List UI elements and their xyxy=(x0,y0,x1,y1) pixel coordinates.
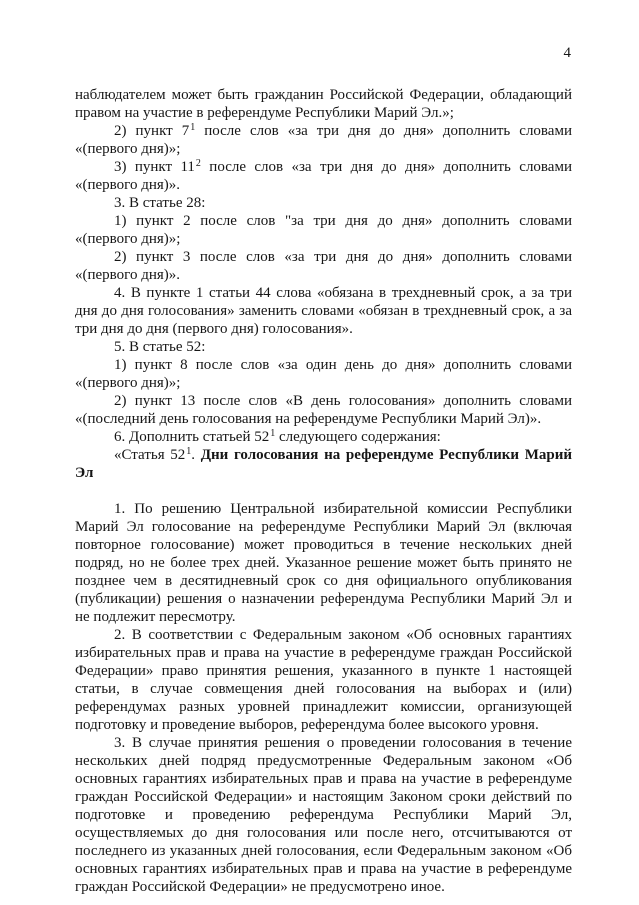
paragraph xyxy=(75,248,572,284)
paragraph xyxy=(75,338,572,356)
paragraph xyxy=(75,734,572,896)
paragraph-text: 2. В соответствии с Федеральным законом «Об основных гарантиях избирательных прав и права на участие в референдуме граждан Российской Федерации» право принятия решения, указанного в пункте 1 настоящей статьи, в случае совмещения дней голосования на выборах и (или) референдумах разных уровней принадлежит комиссии, организующей подготовку и проведение выборов, референдума более высокого уровня. xyxy=(75,627,572,733)
paragraph-text: следующего содержания: xyxy=(275,429,441,445)
paragraph-gap xyxy=(75,482,572,500)
page-number: 4 xyxy=(563,45,571,61)
paragraph xyxy=(75,122,572,158)
paragraph-text: 5. В статье 52: xyxy=(114,339,206,355)
paragraph xyxy=(75,284,572,338)
paragraph-text: 3) пункт 11 xyxy=(114,159,195,175)
paragraph-text: 2) пункт 3 после слов «за три дня до дня» дополнить словами «(первого дня)». xyxy=(75,249,572,283)
paragraph-text: после слов «за три дня до дня» дополнить словами «(первого дня)»; xyxy=(75,123,572,157)
paragraph-text: 4. В пункте 1 статьи 44 слова «обязана в трехдневный срок, а за три дня до дня голосования» заменить словами «обязан в трехдневный срок, а за три дня до дня (первого дня) голосования». xyxy=(75,285,572,337)
superscript: 1 xyxy=(270,428,276,439)
paragraph xyxy=(75,500,572,626)
paragraph xyxy=(75,158,572,194)
paragraph-text: 3. В случае принятия решения о проведении голосования в течение нескольких дней подряд предусмотренные Федеральным законом «Об основных гарантиях избирательных прав и права на участие в референдуме граждан Российской Федерации» и настоящим Законом сроки действий по подготовке и проведению референдума Республики Марий Эл, осуществляемых до дня голосования или после него, отсчитываются от последнего из указанных дней голосования, если Федеральным законом «Об основных гарантиях избирательных прав и права на участие в референдуме граждан Российской Федерации» не предусмотрено иное. xyxy=(75,735,572,895)
paragraph-text: 1. По решению Центральной избирательной комиссии Республики Марий Эл голосование на референдуме Республики Марий Эл (включая повторное голосование) может проводиться в течение нескольких дней подряд, но не более трех дней. Указанное решение может быть принято не позднее чем в десятидневный срок со дня официального опубликования (публикации) решения о назначении референдума Республики Марий Эл и не подлежит пересмотру. xyxy=(75,501,572,625)
paragraph-text: после слов «за три дня до дня» дополнить словами «(первого дня)». xyxy=(75,159,572,193)
paragraph xyxy=(75,194,572,212)
superscript: 1 xyxy=(186,446,192,457)
paragraph-text: 6. Дополнить статьей 52 xyxy=(114,429,270,445)
paragraph xyxy=(75,446,572,482)
paragraph xyxy=(75,392,572,428)
paragraph-text: наблюдателем может быть гражданин Российской Федерации, обладающий правом на участие в референдуме Республики Марий Эл.»; xyxy=(75,87,572,121)
paragraph-text: . xyxy=(191,447,201,463)
paragraph-text: 3. В статье 28: xyxy=(114,195,206,211)
paragraph-text: 2) пункт 13 после слов «В день голосования» дополнить словами «(последний день голосования на референдуме Республики Марий Эл)». xyxy=(75,393,572,427)
paragraph xyxy=(75,356,572,392)
paragraph-text: 1) пункт 2 после слов "за три дня до дня» дополнить словами «(первого дня)»; xyxy=(75,213,572,247)
paragraph-text: «Статья 52 xyxy=(114,447,186,463)
superscript: 1 xyxy=(190,122,196,133)
paragraph xyxy=(75,212,572,248)
paragraph xyxy=(75,86,572,122)
article-title: Дни голосования на референдуме Республики Марий Эл xyxy=(75,447,572,481)
paragraph xyxy=(75,626,572,734)
document-body xyxy=(75,86,572,896)
paragraph-text: 1) пункт 8 после слов «за один день до дня» дополнить словами «(первого дня)»; xyxy=(75,357,572,391)
paragraph xyxy=(75,428,572,446)
superscript: 2 xyxy=(195,158,201,169)
paragraph-text: 2) пункт 7 xyxy=(114,123,190,139)
